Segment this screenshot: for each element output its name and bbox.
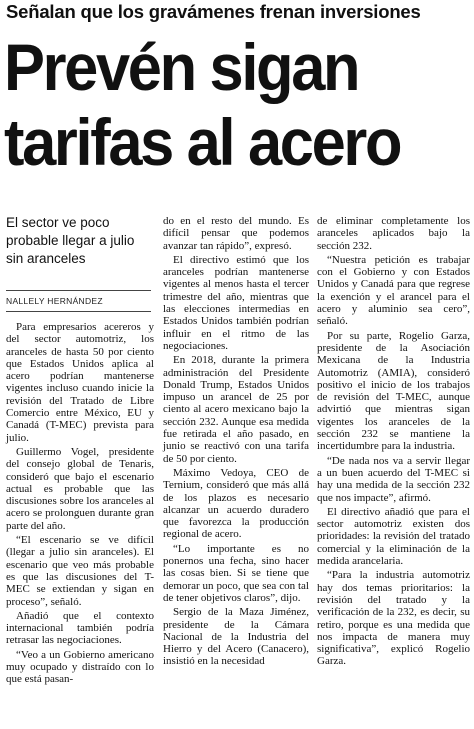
paragraph: Por su parte, Rogelio Garza, presidente de la Asociación Mexicana de la Industria Automotriz (AMIA), consideró positivo el inicio de los trabajos de revisión del T-MEC, aunque advirtió que mientras sigan vigentes los aranceles de la sección 232 se mantiene la incertidumbre para la industria. bbox=[317, 329, 470, 453]
headline-line-2: tarifas al acero bbox=[4, 105, 401, 179]
paragraph: “Nuestra petición es trabajar con el Gobierno y con Estados Unidos y Canadá para que regrese la exención y el arancel para el acero y aluminio sea cero”, señaló. bbox=[317, 253, 470, 328]
paragraph: de eliminar completamente los aranceles aplicados bajo la sección 232. bbox=[317, 215, 470, 252]
paragraph: Máximo Vedoya, CEO de Ternium, consideró que más allá de los plazos es necesario alcanzar un acuerdo duradero que favorezca la producción regional de acero. bbox=[163, 466, 309, 541]
deck: El sector ve poco probable llegar a julio sin aranceles bbox=[6, 215, 135, 266]
byline: NALLELY HERNÁNDEZ bbox=[6, 296, 103, 306]
deck-divider bbox=[6, 290, 151, 291]
headline bbox=[4, 30, 437, 180]
paragraph: “Veo a un Gobierno americano muy ocupado y distraído con lo que está pasan- bbox=[6, 648, 154, 686]
paragraph: do en el resto del mundo. Es difícil pensar que podemos avanzar tan rápido”, expresó. bbox=[163, 215, 309, 252]
paragraph: Para empresarios acereros y del sector automotriz, los aranceles de hasta 50 por ciento que Estados Unidos aplica al acero podrían mantenerse vigentes incluso cuando inicie la revisión del Tratado de Libre Comercio entre México, EU y Canadá (T-MEC) prevista para julio. bbox=[6, 321, 154, 444]
kicker: Señalan que los gravámenes frenan inversiones bbox=[6, 1, 421, 22]
headline-line-1: Prevén sigan bbox=[4, 30, 359, 104]
paragraph: Guillermo Vogel, presidente del consejo global de Tenaris, consideró que bajo el escenario actual es probable que las discusiones sobre los aranceles al acero se prolonguen durante gran parte del año. bbox=[6, 445, 154, 532]
paragraph: “Para la industria automotriz hay dos temas prioritarios: la revisión del tratado y la verificación de la 232, es decir, su retiro, porque es una medida que nos impacta de manera muy significativa”, explicó Rogelio Garza. bbox=[317, 569, 470, 668]
paragraph: “Lo importante es no ponernos una fecha, sino hacer las cosas bien. Si se tiene que demorar un poco, que sea con tal de tener objetivos claros”, dijo. bbox=[163, 542, 309, 604]
paragraph: “De nada nos va a servir llegar a un buen acuerdo del T-MEC si hay una medida de la sección 232 que nos impacte”, afirmó. bbox=[317, 454, 470, 504]
paragraph: “El escenario se ve difícil (llegar a julio sin aranceles). El escenario que veo más probable es que las discusiones del T-MEC se extiendan y sigan en proceso”, señaló. bbox=[6, 534, 154, 608]
paragraph: El directivo estimó que los aranceles podrían mantenerse vigentes al menos hasta el tercer trimestre del año, mientras que las elecciones intermedias en Estados Unidos también podrían influir en el ritmo de las negociaciones. bbox=[163, 253, 309, 352]
paragraph: Sergio de la Maza Jiménez, presidente de la Cámara Nacional de la Industria del Hierro y del Acero (Canacero), insistió en la necesidad bbox=[163, 606, 309, 668]
column-1 bbox=[6, 321, 154, 688]
paragraph: Añadió que el contexto internacional también podría retrasar las negociaciones. bbox=[6, 609, 154, 647]
paragraph: En 2018, durante la primera administración del Presidente Donald Trump, Estados Unidos impuso un arancel de 25 por ciento al acero mexicano bajo la sección 232. Aunque esa medida fue retirada el año pasado, en junio se reactivó con una tarifa de 50 por ciento. bbox=[163, 354, 309, 465]
byline-divider bbox=[6, 311, 151, 312]
column-2 bbox=[163, 215, 309, 670]
paragraph: El directivo añadió que para el sector automotriz existen dos prioridades: la revisión del tratado comercial y la eliminación de la medida arancelaria. bbox=[317, 505, 470, 568]
column-3 bbox=[317, 215, 470, 670]
